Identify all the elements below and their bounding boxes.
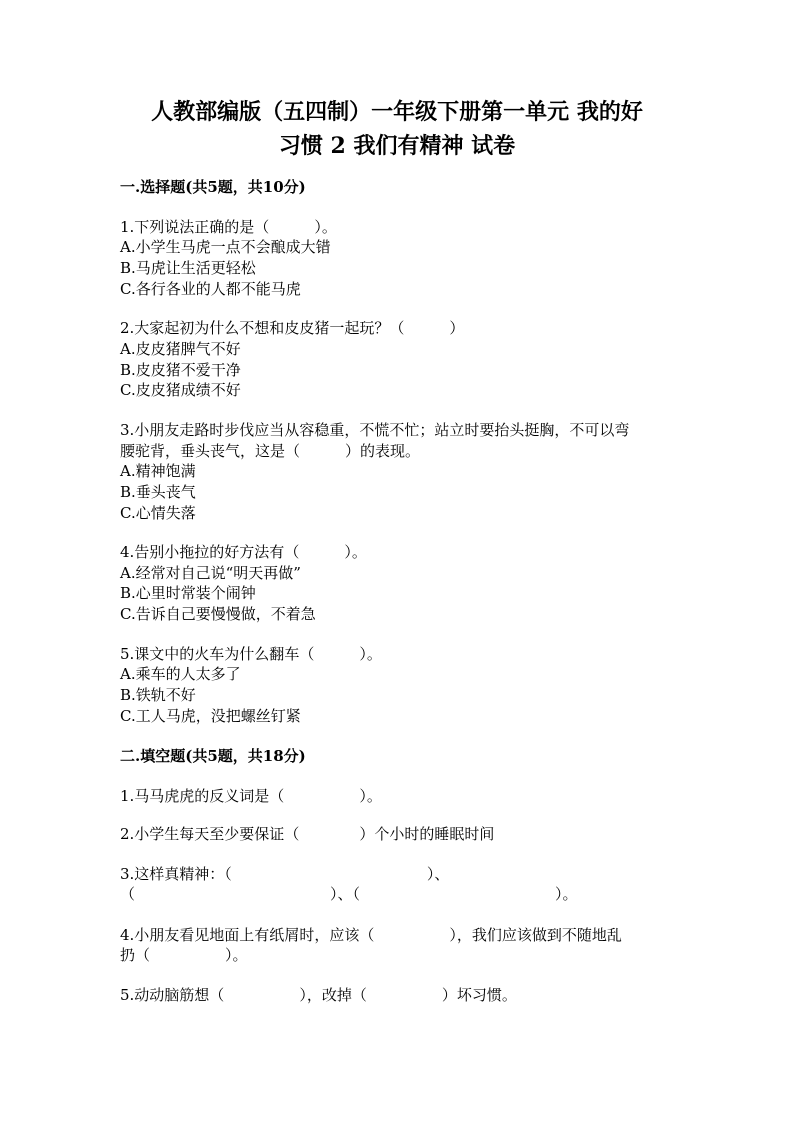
question-option: C.工人马虎，没把螺丝钉紧 bbox=[120, 707, 301, 725]
question-option: C.各行各业的人都不能马虎 bbox=[120, 280, 301, 298]
question-stem-continued: 腰驼背，垂头丧气，这是（ ）的表现。 bbox=[120, 442, 421, 460]
question-option: B.心里时常装个闹钟 bbox=[120, 584, 256, 602]
question-option: A.小学生马虎一点不会酿成大错 bbox=[120, 238, 331, 256]
question-option: A.乘车的人太多了 bbox=[120, 665, 241, 683]
question-option: C.心情失落 bbox=[120, 504, 196, 522]
fill-question: 1.马马虎虎的反义词是（ ）。 bbox=[120, 787, 382, 805]
question-option: A.皮皮猪脾气不好 bbox=[120, 340, 241, 358]
fill-question: 2.小学生每天至少要保证（ ）个小时的睡眠时间 bbox=[120, 825, 495, 843]
fill-question: 3.这样真精神：（ ）、 bbox=[120, 865, 450, 883]
fill-question: 5.动动脑筋想（ ），改掉（ ）坏习惯。 bbox=[120, 986, 517, 1004]
question-option: B.垂头丧气 bbox=[120, 483, 196, 501]
fill-question-continued: （ ）、（ ）。 bbox=[120, 885, 578, 903]
page-title-line2: 习惯 2 我们有精神 试卷 bbox=[278, 133, 516, 159]
question-option: C.告诉自己要慢慢做，不着急 bbox=[120, 605, 316, 623]
section-heading-choice: 一.选择题(共5题，共10分) bbox=[120, 178, 306, 196]
question-stem: 5.课文中的火车为什么翻车（ ）。 bbox=[120, 645, 382, 663]
section-heading-fill: 二.填空题(共5题，共18分) bbox=[120, 747, 306, 765]
question-stem: 3.小朋友走路时步伐应当从容稳重，不慌不忙；站立时要抬头挺胸，不可以弯 bbox=[120, 421, 630, 439]
question-option: B.皮皮猪不爱干净 bbox=[120, 361, 241, 379]
fill-question-continued: 扔（ ）。 bbox=[120, 946, 248, 964]
question-option: C.皮皮猪成绩不好 bbox=[120, 381, 241, 399]
fill-question: 4.小朋友看见地面上有纸屑时，应该（ ），我们应该做到不随地乱 bbox=[120, 926, 622, 944]
question-stem: 2.大家起初为什么不想和皮皮猪一起玩？（ ） bbox=[120, 319, 465, 337]
question-option: B.马虎让生活更轻松 bbox=[120, 259, 256, 277]
page-title-line1: 人教部编版（五四制）一年级下册第一单元 我的好 bbox=[151, 99, 643, 125]
question-stem: 1.下列说法正确的是（ ）。 bbox=[120, 218, 337, 236]
question-stem: 4.告别小拖拉的好方法有（ ）。 bbox=[120, 543, 367, 561]
question-option: A.精神饱满 bbox=[120, 462, 196, 480]
question-option: B.铁轨不好 bbox=[120, 686, 196, 704]
question-option: A.经常对自己说“明天再做” bbox=[120, 564, 301, 582]
